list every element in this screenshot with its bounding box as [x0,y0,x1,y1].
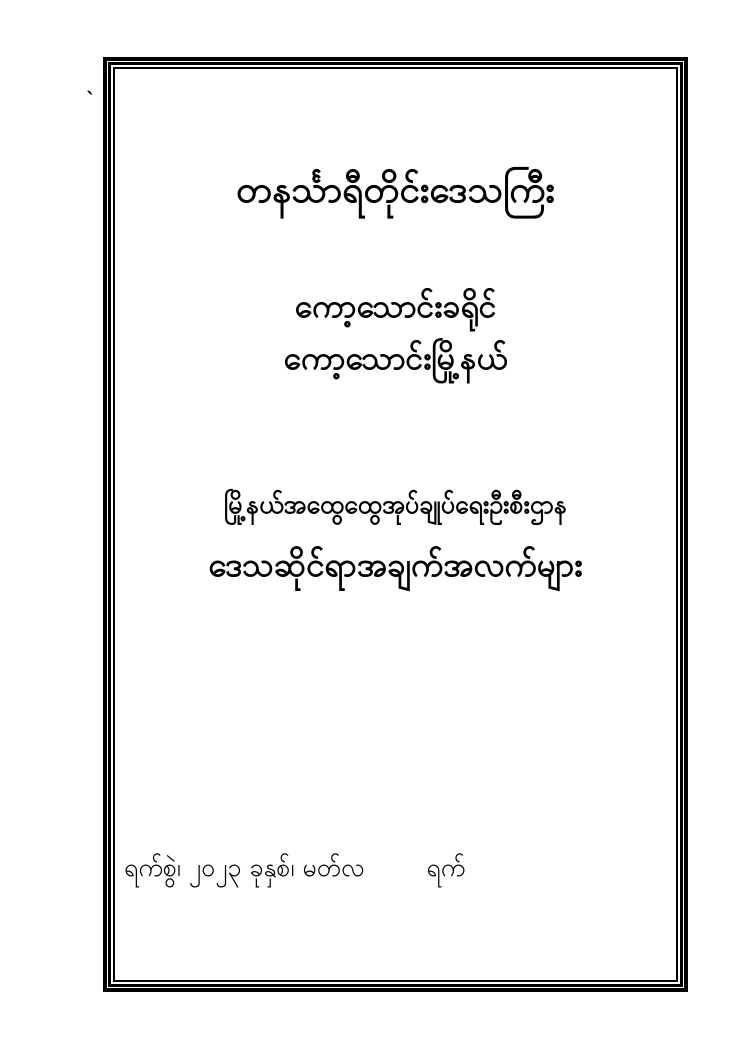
cover-frame-inner [113,67,678,982]
department-name: မြို့နယ်အထွေထွေအုပ်ချုပ်ရေးဦးစီးဌာန [223,490,568,519]
cover-frame-mid [108,62,683,987]
district-title: ကော့သောင်းခရိုင် [294,287,497,325]
stray-grave-mark: ` [86,88,96,112]
date-prefix: ရက်စွဲ၊ ၂၀၂၃ ခုနှစ်၊ မတ်လ [124,853,365,882]
cover-frame-outer [103,57,688,992]
document-title: ဒေသဆိုင်ရာအချက်အလက်များ [208,545,583,584]
region-title: တနင်္သာရီတိုင်းဒေသကြီး [236,168,555,211]
date-suffix: ရက် [426,853,466,882]
township-title: ကော့သောင်းမြို့နယ် [283,339,508,377]
date-line [124,849,465,887]
